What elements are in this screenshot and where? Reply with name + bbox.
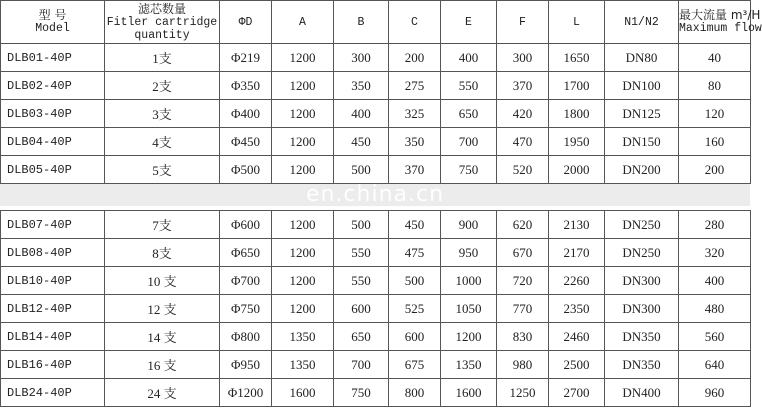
cell-c: 275	[389, 72, 441, 100]
cell-l: 2130	[549, 211, 605, 239]
cell-d: Φ650	[220, 239, 272, 267]
cell-cartridge-quantity: 10 支	[105, 267, 220, 295]
cell-b: 300	[334, 44, 389, 72]
cell-max-flow: 160	[679, 128, 751, 156]
cell-model: DLB14-40P	[1, 323, 105, 351]
cell-f: 620	[497, 211, 549, 239]
cell-a: 1350	[272, 323, 334, 351]
cell-d: Φ450	[220, 128, 272, 156]
cell-b: 700	[334, 351, 389, 379]
cell-n1n2: DN80	[605, 44, 679, 72]
header-d: ΦD	[220, 1, 272, 44]
cell-c: 325	[389, 100, 441, 128]
cell-cartridge-quantity: 4支	[105, 128, 220, 156]
cell-e: 700	[441, 128, 497, 156]
cell-a: 1200	[272, 44, 334, 72]
cell-n1n2: DN100	[605, 72, 679, 100]
header-c: C	[389, 1, 441, 44]
cell-model: DLB04-40P	[1, 128, 105, 156]
cell-b: 750	[334, 379, 389, 407]
watermark: en.china.cn	[0, 184, 750, 206]
header-f: F	[497, 1, 549, 44]
cell-f: 670	[497, 239, 549, 267]
cell-f: 830	[497, 323, 549, 351]
cell-cartridge-quantity: 5支	[105, 156, 220, 184]
cell-f: 980	[497, 351, 549, 379]
cell-l: 1800	[549, 100, 605, 128]
cell-b: 500	[334, 156, 389, 184]
cell-cartridge-quantity: 24 支	[105, 379, 220, 407]
cell-cartridge-quantity: 7支	[105, 211, 220, 239]
cell-cartridge-quantity: 12 支	[105, 295, 220, 323]
cell-model: DLB24-40P	[1, 379, 105, 407]
cell-d: Φ950	[220, 351, 272, 379]
table-row	[1, 211, 751, 239]
cell-max-flow: 200	[679, 156, 751, 184]
cell-e: 1050	[441, 295, 497, 323]
cell-d: Φ350	[220, 72, 272, 100]
cell-model: DLB05-40P	[1, 156, 105, 184]
cell-a: 1600	[272, 379, 334, 407]
cell-e: 1350	[441, 351, 497, 379]
cell-n1n2: DN300	[605, 295, 679, 323]
cell-f: 720	[497, 267, 549, 295]
cell-c: 450	[389, 211, 441, 239]
cell-a: 1200	[272, 156, 334, 184]
header-a: A	[272, 1, 334, 44]
cell-d: Φ600	[220, 211, 272, 239]
cell-l: 2700	[549, 379, 605, 407]
cell-max-flow: 280	[679, 211, 751, 239]
cell-e: 1000	[441, 267, 497, 295]
cell-c: 800	[389, 379, 441, 407]
cell-d: Φ700	[220, 267, 272, 295]
cell-f: 520	[497, 156, 549, 184]
cell-d: Φ219	[220, 44, 272, 72]
cell-b: 550	[334, 239, 389, 267]
cell-max-flow: 120	[679, 100, 751, 128]
cell-cartridge-quantity: 14 支	[105, 323, 220, 351]
cell-a: 1200	[272, 100, 334, 128]
table-row	[1, 295, 751, 323]
cell-c: 525	[389, 295, 441, 323]
cell-c: 600	[389, 323, 441, 351]
cell-b: 400	[334, 100, 389, 128]
cell-cartridge-quantity: 3支	[105, 100, 220, 128]
cell-f: 420	[497, 100, 549, 128]
blank-cell	[1, 184, 751, 211]
cell-l: 2000	[549, 156, 605, 184]
cell-d: Φ750	[220, 295, 272, 323]
cell-n1n2: DN150	[605, 128, 679, 156]
cell-cartridge-quantity: 1支	[105, 44, 220, 72]
cell-e: 950	[441, 239, 497, 267]
cell-f: 1250	[497, 379, 549, 407]
cell-n1n2: DN350	[605, 351, 679, 379]
cell-model: DLB10-40P	[1, 267, 105, 295]
cell-e: 400	[441, 44, 497, 72]
cell-n1n2: DN400	[605, 379, 679, 407]
table-row	[1, 267, 751, 295]
table-row	[1, 72, 751, 100]
cell-n1n2: DN200	[605, 156, 679, 184]
cell-d: Φ500	[220, 156, 272, 184]
cell-e: 1200	[441, 323, 497, 351]
cell-a: 1200	[272, 72, 334, 100]
cell-c: 475	[389, 239, 441, 267]
cell-b: 600	[334, 295, 389, 323]
header-model: 型 号 Model	[1, 1, 105, 44]
cell-l: 2260	[549, 267, 605, 295]
cell-b: 650	[334, 323, 389, 351]
cell-c: 370	[389, 156, 441, 184]
cell-f: 300	[497, 44, 549, 72]
cell-max-flow: 480	[679, 295, 751, 323]
cell-model: DLB01-40P	[1, 44, 105, 72]
cell-c: 500	[389, 267, 441, 295]
header-max-flow: 最大流量 m³/H Maximum flow	[679, 1, 751, 44]
cell-l: 1650	[549, 44, 605, 72]
cell-e: 1600	[441, 379, 497, 407]
cell-c: 200	[389, 44, 441, 72]
header-n1n2: N1/N2	[605, 1, 679, 44]
cell-a: 1200	[272, 211, 334, 239]
table-row	[1, 239, 751, 267]
cell-model: DLB12-40P	[1, 295, 105, 323]
cell-a: 1200	[272, 295, 334, 323]
cell-max-flow: 960	[679, 379, 751, 407]
cell-l: 2350	[549, 295, 605, 323]
table-row	[1, 100, 751, 128]
cell-c: 350	[389, 128, 441, 156]
cell-l: 1700	[549, 72, 605, 100]
cell-l: 2460	[549, 323, 605, 351]
table-row	[1, 44, 751, 72]
cell-model: DLB03-40P	[1, 100, 105, 128]
cell-n1n2: DN125	[605, 100, 679, 128]
cell-l: 2170	[549, 239, 605, 267]
header-e: E	[441, 1, 497, 44]
cell-e: 650	[441, 100, 497, 128]
cell-model: DLB16-40P	[1, 351, 105, 379]
cell-n1n2: DN250	[605, 239, 679, 267]
cell-cartridge-quantity: 8支	[105, 239, 220, 267]
table-row	[1, 351, 751, 379]
cell-d: Φ800	[220, 323, 272, 351]
cell-max-flow: 640	[679, 351, 751, 379]
cell-d: Φ400	[220, 100, 272, 128]
table-row	[1, 156, 751, 184]
cell-f: 770	[497, 295, 549, 323]
header-cartridge-quantity: 滤芯数量 Fitler cartridge quantity	[105, 1, 220, 44]
header-row	[1, 1, 751, 44]
cell-b: 550	[334, 267, 389, 295]
header-l: L	[549, 1, 605, 44]
cell-b: 350	[334, 72, 389, 100]
cell-e: 550	[441, 72, 497, 100]
cell-a: 1350	[272, 351, 334, 379]
cell-b: 500	[334, 211, 389, 239]
cell-max-flow: 400	[679, 267, 751, 295]
cell-n1n2: DN300	[605, 267, 679, 295]
cell-d: Φ1200	[220, 379, 272, 407]
cell-e: 900	[441, 211, 497, 239]
cell-n1n2: DN250	[605, 211, 679, 239]
cell-l: 1950	[549, 128, 605, 156]
cell-model: DLB02-40P	[1, 72, 105, 100]
table-row	[1, 128, 751, 156]
cell-model: DLB07-40P	[1, 211, 105, 239]
cell-a: 1200	[272, 128, 334, 156]
cell-max-flow: 320	[679, 239, 751, 267]
cell-a: 1200	[272, 267, 334, 295]
cell-f: 370	[497, 72, 549, 100]
cell-b: 450	[334, 128, 389, 156]
cell-cartridge-quantity: 16 支	[105, 351, 220, 379]
cell-max-flow: 40	[679, 44, 751, 72]
cell-a: 1200	[272, 239, 334, 267]
watermark-band-row	[1, 184, 751, 211]
cell-c: 675	[389, 351, 441, 379]
cell-max-flow: 560	[679, 323, 751, 351]
table-row	[1, 379, 751, 407]
cell-e: 750	[441, 156, 497, 184]
cell-n1n2: DN350	[605, 323, 679, 351]
cell-cartridge-quantity: 2支	[105, 72, 220, 100]
cell-model: DLB08-40P	[1, 239, 105, 267]
cell-max-flow: 80	[679, 72, 751, 100]
cell-f: 470	[497, 128, 549, 156]
header-b: B	[334, 1, 389, 44]
cell-l: 2500	[549, 351, 605, 379]
table-row	[1, 323, 751, 351]
